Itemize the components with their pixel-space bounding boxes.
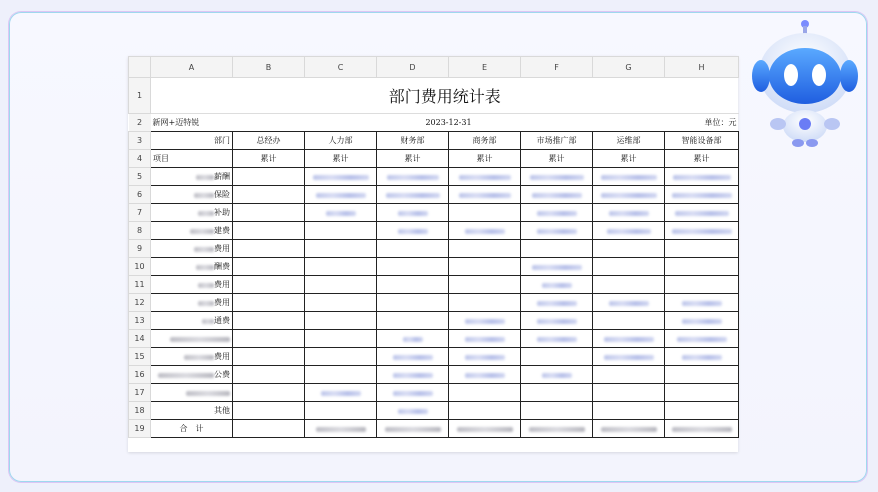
item-suffix: 建费 [214, 226, 230, 235]
row-number: 4 [129, 150, 151, 168]
table-row [129, 132, 739, 150]
redacted-value [198, 211, 214, 216]
item-name-cell [151, 186, 233, 204]
spreadsheet-image [128, 56, 738, 452]
col-header: B [233, 57, 305, 78]
redacted-value [609, 211, 649, 216]
dept-header: 财务部 [377, 132, 449, 150]
item-name-cell [151, 366, 233, 384]
row-number: 17 [129, 384, 151, 402]
row-number: 13 [129, 312, 151, 330]
redacted-value [609, 301, 649, 306]
redacted-value [198, 283, 214, 288]
redacted-value [672, 229, 732, 234]
item-name-cell [151, 168, 233, 186]
redacted-value [321, 391, 361, 396]
table-row [129, 384, 739, 402]
redacted-value [459, 193, 511, 198]
cumulative-header: 累计 [665, 150, 739, 168]
cumulative-header: 累计 [233, 150, 305, 168]
item-name-cell [151, 258, 233, 276]
row-number: 10 [129, 258, 151, 276]
row-number: 5 [129, 168, 151, 186]
row-number: 14 [129, 330, 151, 348]
table-row [129, 186, 739, 204]
redacted-value [184, 355, 214, 360]
redacted-value [537, 319, 577, 324]
redacted-value [682, 319, 722, 324]
redacted-value [393, 391, 433, 396]
item-suffix: 通费 [214, 316, 230, 325]
col-header: C [305, 57, 377, 78]
item-suffix: 费用 [214, 280, 230, 289]
redacted-value [170, 337, 230, 342]
item-suffix: 费用 [214, 244, 230, 253]
dept-header: 人力部 [305, 132, 377, 150]
cumulative-header: 累计 [305, 150, 377, 168]
item-suffix: 保险 [214, 190, 230, 199]
item-name-cell [151, 204, 233, 222]
item-name-cell [151, 294, 233, 312]
table-row [129, 402, 739, 420]
redacted-value [529, 427, 585, 432]
table-row [129, 366, 739, 384]
total-row [129, 420, 739, 438]
dept-header: 总经办 [233, 132, 305, 150]
redacted-value [459, 175, 511, 180]
redacted-value [542, 373, 572, 378]
dept-header: 商务部 [449, 132, 521, 150]
redacted-value [604, 355, 654, 360]
table-row [129, 294, 739, 312]
total-label: 合 计 [151, 420, 233, 438]
row-number: 8 [129, 222, 151, 240]
table-row [129, 276, 739, 294]
row-number: 15 [129, 348, 151, 366]
redacted-value [465, 373, 505, 378]
dept-header: 智能设备部 [665, 132, 739, 150]
table-row [129, 240, 739, 258]
table-row [129, 204, 739, 222]
company-name: 新网+迈特锐 [151, 114, 305, 132]
redacted-value [393, 373, 433, 378]
item-name-cell [151, 330, 233, 348]
redacted-value [604, 337, 654, 342]
row-number: 16 [129, 366, 151, 384]
row-number: 3 [129, 132, 151, 150]
redacted-value [403, 337, 423, 342]
item-name-cell [151, 312, 233, 330]
table-row [129, 78, 739, 114]
redacted-value [196, 175, 214, 180]
col-header: D [377, 57, 449, 78]
redacted-value [465, 337, 505, 342]
redacted-value [316, 193, 366, 198]
redacted-value [386, 193, 440, 198]
cumulative-header: 累计 [449, 150, 521, 168]
redacted-value [607, 229, 651, 234]
redacted-value [601, 175, 657, 180]
item-label: 项目 [151, 150, 233, 168]
col-header: G [593, 57, 665, 78]
col-header: E [449, 57, 521, 78]
redacted-value [682, 301, 722, 306]
row-number: 2 [129, 114, 151, 132]
redacted-value [675, 211, 729, 216]
redacted-value [196, 265, 214, 270]
row-number: 12 [129, 294, 151, 312]
item-suffix: 费用 [214, 298, 230, 307]
sheet-title: 部门费用统计表 [151, 78, 739, 114]
item-name-cell [151, 276, 233, 294]
redacted-value [465, 355, 505, 360]
redacted-value [532, 265, 582, 270]
redacted-value [393, 355, 433, 360]
redacted-value [398, 409, 428, 414]
unit-label: 单位：元 [665, 114, 739, 132]
row-number: 9 [129, 240, 151, 258]
redacted-value [537, 301, 577, 306]
item-name-cell [151, 240, 233, 258]
dept-header: 市场推广部 [521, 132, 593, 150]
corner-cell [129, 57, 151, 78]
report-date: 2023-12-31 [377, 114, 521, 132]
table-row [129, 348, 739, 366]
row-number: 7 [129, 204, 151, 222]
redacted-value [158, 373, 214, 378]
row-number: 18 [129, 402, 151, 420]
item-suffix: 酬费 [214, 262, 230, 271]
table-row [129, 150, 739, 168]
table-row [129, 222, 739, 240]
col-header: H [665, 57, 739, 78]
redacted-value [672, 193, 732, 198]
redacted-value [194, 247, 214, 252]
redacted-value [194, 193, 214, 198]
dept-header: 运维部 [593, 132, 665, 150]
item-suffix: 薪酬 [214, 172, 230, 181]
row-number: 6 [129, 186, 151, 204]
redacted-value [601, 427, 657, 432]
redacted-value [198, 301, 214, 306]
row-number: 19 [129, 420, 151, 438]
redacted-value [465, 229, 505, 234]
item-suffix: 公费 [214, 370, 230, 379]
redacted-value [465, 319, 505, 324]
robot-mascot-icon [748, 18, 863, 148]
redacted-value [316, 427, 366, 432]
redacted-value [398, 211, 428, 216]
redacted-value [202, 319, 214, 324]
cumulative-header: 累计 [593, 150, 665, 168]
redacted-value [537, 229, 577, 234]
redacted-value [326, 211, 356, 216]
col-header: F [521, 57, 593, 78]
redacted-value [601, 193, 657, 198]
item-suffix: 补助 [214, 208, 230, 217]
table-row [129, 312, 739, 330]
redacted-value [186, 391, 230, 396]
table-row [129, 258, 739, 276]
cumulative-header: 累计 [377, 150, 449, 168]
redacted-value [313, 175, 369, 180]
redacted-value [677, 337, 727, 342]
redacted-value [673, 175, 731, 180]
row-number: 11 [129, 276, 151, 294]
column-header-row [129, 57, 739, 78]
row-number: 1 [129, 78, 151, 114]
redacted-value [537, 337, 577, 342]
item-suffix: 费用 [214, 352, 230, 361]
col-header: A [151, 57, 233, 78]
item-name-cell [151, 348, 233, 366]
redacted-value [398, 229, 428, 234]
item-name-cell [151, 402, 233, 420]
item-name-cell [151, 222, 233, 240]
dept-label: 部门 [151, 132, 233, 150]
redacted-value [672, 427, 732, 432]
table-row [129, 114, 739, 132]
item-name-cell [151, 384, 233, 402]
redacted-value [537, 211, 577, 216]
table-row [129, 168, 739, 186]
table-row [129, 330, 739, 348]
redacted-value [190, 229, 214, 234]
cumulative-header: 累计 [521, 150, 593, 168]
redacted-value [457, 427, 513, 432]
redacted-value [532, 193, 582, 198]
item-suffix: 其他 [214, 406, 230, 415]
redacted-value [530, 175, 584, 180]
redacted-value [385, 427, 441, 432]
redacted-value [542, 283, 572, 288]
redacted-value [682, 355, 722, 360]
redacted-value [387, 175, 439, 180]
